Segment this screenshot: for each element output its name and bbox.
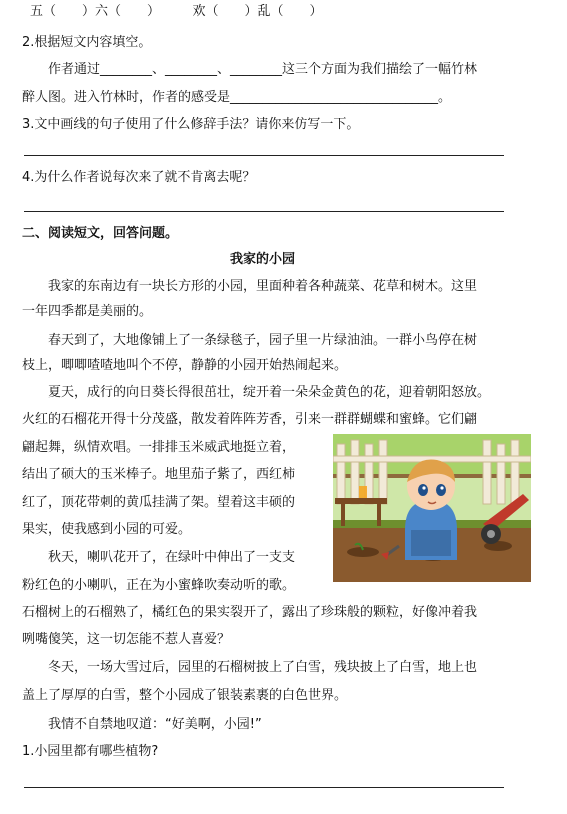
paragraph-1-line-1: 我家的东南边有一块长方形的小园，里面种着各种蔬菜、花草和树木。这里 bbox=[48, 279, 478, 294]
paragraph-2-line-2: 枝上，唧唧喳喳地叫个不停，静静的小园开始热闹起来。 bbox=[22, 358, 348, 373]
question-2-title: 2.根据短文内容填空。 bbox=[22, 35, 152, 50]
question-2-line-1: 作者通过________、________、________这三个方面为我们描绘了一幅竹林 bbox=[48, 62, 478, 77]
paragraph-1-line-2: 一年四季都是美丽的。 bbox=[22, 304, 153, 319]
question-2-line-2: 醉人图。进入竹林时，作者的感受是________________________________。 bbox=[22, 90, 452, 105]
paragraph-4-line-2: 粉红色的小喇叭，正在为小蜜蜂吹奏动听的歌。 bbox=[22, 578, 296, 593]
paragraph-3-line-6: 果实，使我感到小园的可爱。 bbox=[22, 522, 192, 537]
section-2-heading: 二、阅读短文，回答问题。 bbox=[22, 226, 179, 241]
paragraph-6: 我情不自禁地叹道：“好美啊，小园!” bbox=[48, 717, 262, 732]
story-title: 我家的小园 bbox=[230, 252, 296, 267]
question-4: 4.为什么作者说每次来了就不肯离去呢？ bbox=[22, 170, 256, 185]
paragraph-2-line-1: 春天到了，大地像铺上了一条绿毯子，园子里一片绿油油。一群小鸟停在树 bbox=[48, 333, 478, 348]
paragraph-5-line-1: 冬天，一场大雪过后，园里的石榴树披上了白雪，残块披上了白雪，地上也 bbox=[48, 660, 478, 675]
answer-line-q4[interactable] bbox=[24, 211, 504, 212]
paragraph-3-line-4: 结出了硕大的玉米棒子。地里茄子紫了，西红柿 bbox=[22, 467, 296, 482]
garden-boy-illustration bbox=[333, 434, 531, 582]
answer-line-final[interactable] bbox=[24, 787, 504, 788]
paragraph-5-line-2: 盖上了厚厚的白雪，整个小园成了银装素裹的白色世界。 bbox=[22, 688, 348, 703]
paragraph-3-line-2: 火红的石榴花开得十分茂盛，散发着阵阵芳香，引来一群群蝴蝶和蜜蜂。它们翩 bbox=[22, 412, 478, 427]
paragraph-4-line-3: 石榴树上的石榴熟了，橘红色的果实裂开了，露出了珍珠般的颗粒，好像冲着我 bbox=[22, 605, 478, 620]
top-fill-blanks-line: 五（ ）六（ ） 欢（ ）乱（ ） bbox=[30, 4, 323, 19]
answer-line-q3[interactable] bbox=[24, 155, 504, 156]
question-3: 3.文中画线的句子使用了什么修辞手法？请你来仿写一下。 bbox=[22, 117, 360, 132]
paragraph-3-line-1: 夏天，成行的向日葵长得很茁壮，绽开着一朵朵金黄色的花，迎着朝阳怒放。 bbox=[48, 385, 491, 400]
paragraph-4-line-1: 秋天，喇叭花开了，在绿叶中伸出了一支支 bbox=[48, 550, 296, 565]
paragraph-3-line-3: 翩起舞，纵情欢唱。一排排玉米威武地挺立着， bbox=[22, 440, 296, 455]
paragraph-3-line-5: 红了，顶花带刺的黄瓜挂满了架。望着这丰硕的 bbox=[22, 495, 296, 510]
final-question: 1.小园里都有哪些植物? bbox=[22, 744, 159, 759]
paragraph-4-line-4: 咧嘴傻笑，这一切怎能不惹人喜爱？ bbox=[22, 632, 231, 647]
